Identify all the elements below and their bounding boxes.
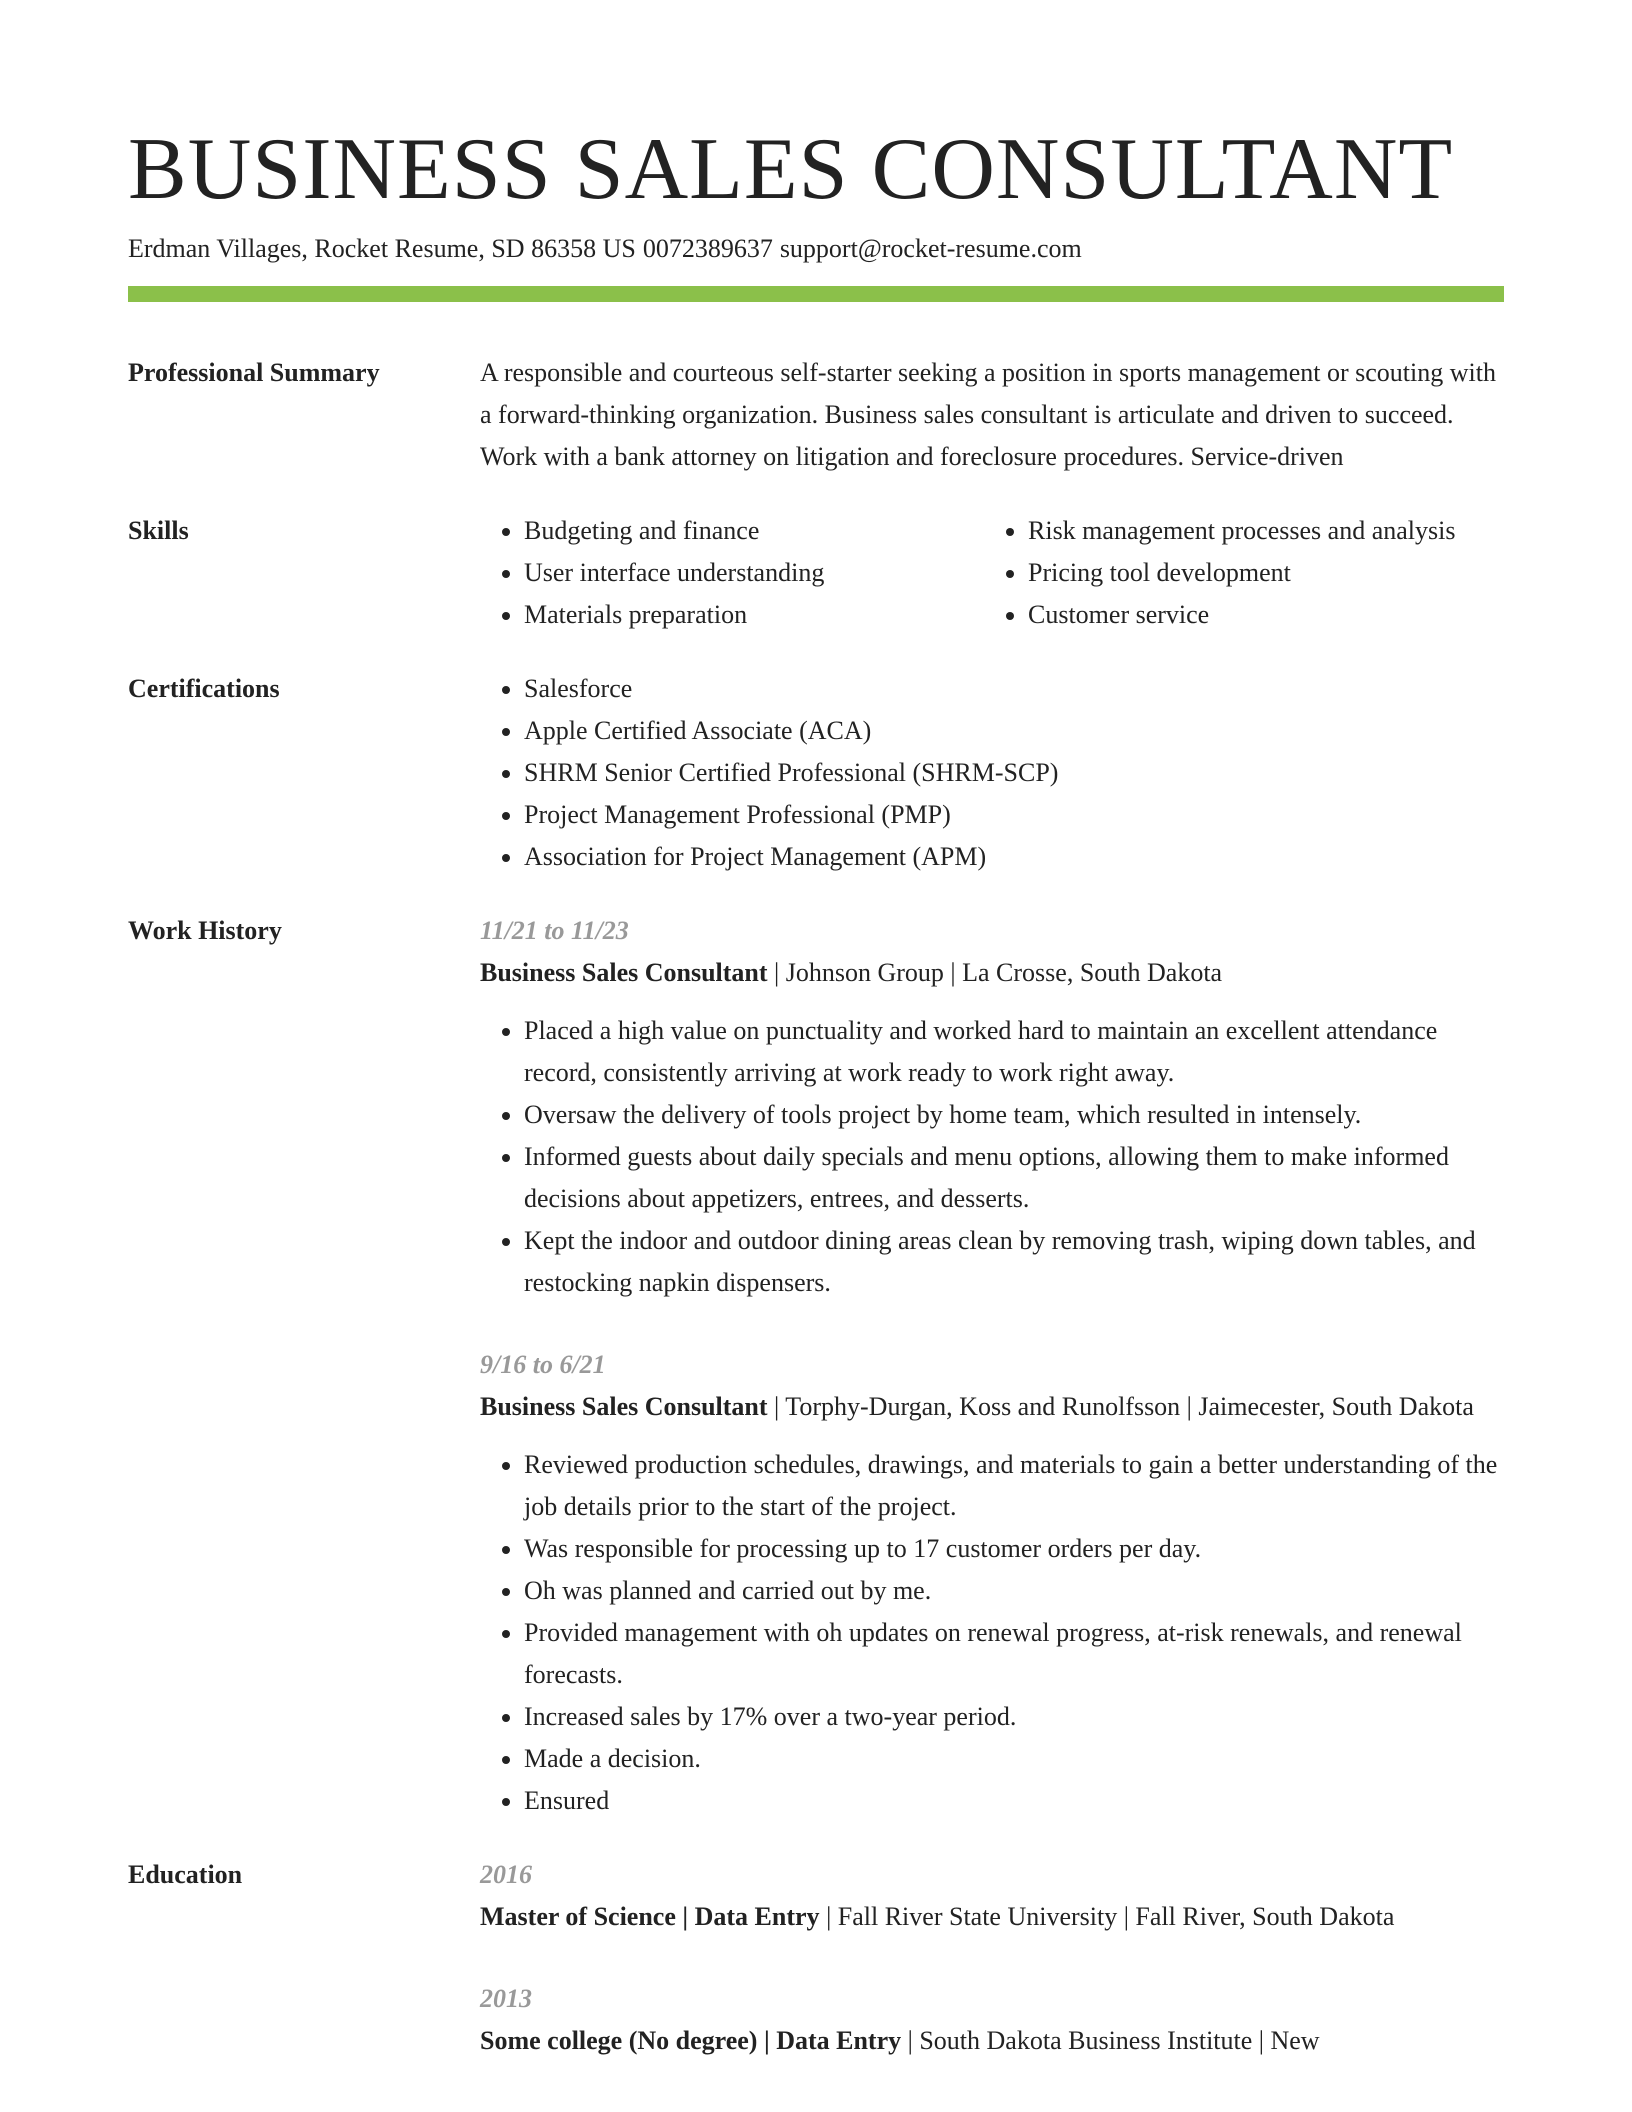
contact-line xyxy=(128,232,1504,266)
job-title: Business Sales Consultant xyxy=(480,958,768,987)
job-entry xyxy=(480,1344,1504,1822)
job-bullet: • Reviewed production schedules, drawings, and materials to gain a better understanding of the job details prior to the start of the project. xyxy=(524,1444,1504,1528)
education-body xyxy=(480,1854,1504,2062)
skills-grid xyxy=(480,510,1504,636)
job-bullet: • Ensured xyxy=(524,1780,1504,1822)
summary-label: Professional Summary xyxy=(128,358,380,387)
job-bullet: • Informed guests about daily specials and menu options, allowing them to make informed decisions about appetizers, entrees, and desserts. xyxy=(524,1136,1504,1220)
skill-item: • Pricing tool development xyxy=(1028,552,1455,594)
certification-item: • Project Management Professional (PMP) xyxy=(524,794,1504,836)
certifications-list xyxy=(480,668,1504,878)
resume-name: BUSINESS SALES CONSULTANT xyxy=(128,121,1454,218)
job-entry xyxy=(480,910,1504,1304)
job-details: | Johnson Group | La Crosse, South Dakota xyxy=(767,958,1223,987)
work-history-label: Work History xyxy=(128,916,282,945)
job-bullet: • Placed a high value on punctuality and worked hard to maintain an excellent attendance record, consistently arriving at work ready to work right away. xyxy=(524,1010,1504,1094)
education-details: | South Dakota Business Institute | New xyxy=(901,2026,1320,2055)
education-year: 2016 xyxy=(480,1860,532,1889)
skill-item: • User interface understanding xyxy=(524,552,984,594)
job-bullet: • Made a decision. xyxy=(524,1738,1504,1780)
certification-item: • Association for Project Management (APM) xyxy=(524,836,1504,878)
summary-text: A responsible and courteous self-starter seeking a position in sports management or scouting with a forward-thinking organization. Business sales consultant is articulate and driven to succeed. Work with a bank attorney on litigation and foreclosure procedures. Service-driven xyxy=(480,358,1496,471)
job-bullet: • Oversaw the delivery of tools project by home team, which resulted in intensely. xyxy=(524,1094,1504,1136)
education-degree: Some college (No degree) | Data Entry xyxy=(480,2026,902,2055)
certifications-body xyxy=(480,668,1504,878)
contact-address: Erdman Villages, Rocket Resume, SD 86358 US xyxy=(128,234,636,263)
skills-list-right xyxy=(984,510,1455,636)
job-heading xyxy=(480,1386,1504,1428)
work-history-body xyxy=(480,910,1504,1822)
certification-item: • Apple Certified Associate (ACA) xyxy=(524,710,1504,752)
skill-item: • Materials preparation xyxy=(524,594,984,636)
education-label: Education xyxy=(128,1860,243,1889)
skills-label: Skills xyxy=(128,516,189,545)
job-dates: 9/16 to 6/21 xyxy=(480,1350,606,1379)
skill-item: • Risk management processes and analysis xyxy=(1028,510,1455,552)
job-bullets xyxy=(480,1444,1504,1822)
skill-item: • Customer service xyxy=(1028,594,1455,636)
job-heading xyxy=(480,952,1504,994)
accent-rule xyxy=(128,286,1504,302)
skill-item: • Budgeting and finance xyxy=(524,510,984,552)
job-bullet: • Was responsible for processing up to 17 customer orders per day. xyxy=(524,1528,1504,1570)
skills-list-left xyxy=(480,510,984,636)
job-bullets xyxy=(480,1010,1504,1304)
certifications-section xyxy=(128,668,1504,878)
resume-page xyxy=(128,120,1504,2062)
summary-section xyxy=(128,352,1504,478)
work-history-section xyxy=(128,910,1504,1822)
education-heading xyxy=(480,1896,1504,1938)
job-details: | Torphy-Durgan, Koss and Runolfsson | Jaimecester, South Dakota xyxy=(767,1392,1474,1421)
job-title: Business Sales Consultant xyxy=(480,1392,768,1421)
education-details: | Fall River State University | Fall River, South Dakota xyxy=(819,1902,1395,1931)
education-year: 2013 xyxy=(480,1984,532,2013)
job-bullet: • Kept the indoor and outdoor dining areas clean by removing trash, wiping down tables, and restocking napkin dispensers. xyxy=(524,1220,1504,1304)
education-entry xyxy=(480,1978,1504,2062)
education-section xyxy=(128,1854,1504,2062)
education-degree: Master of Science | Data Entry xyxy=(480,1902,820,1931)
job-bullet: • Provided management with oh updates on renewal progress, at-risk renewals, and renewal forecasts. xyxy=(524,1612,1504,1696)
contact-email: support@rocket-resume.com xyxy=(779,234,1082,263)
job-bullet: • Oh was planned and carried out by me. xyxy=(524,1570,1504,1612)
education-entry xyxy=(480,1854,1504,1938)
contact-phone: 0072389637 xyxy=(642,234,773,263)
certification-item: • Salesforce xyxy=(524,668,1504,710)
certifications-label: Certifications xyxy=(128,674,280,703)
skills-section xyxy=(128,510,1504,636)
job-dates: 11/21 to 11/23 xyxy=(480,916,629,945)
job-bullet: • Increased sales by 17% over a two-year period. xyxy=(524,1696,1504,1738)
education-heading xyxy=(480,2020,1504,2062)
certification-item: • SHRM Senior Certified Professional (SHRM-SCP) xyxy=(524,752,1504,794)
